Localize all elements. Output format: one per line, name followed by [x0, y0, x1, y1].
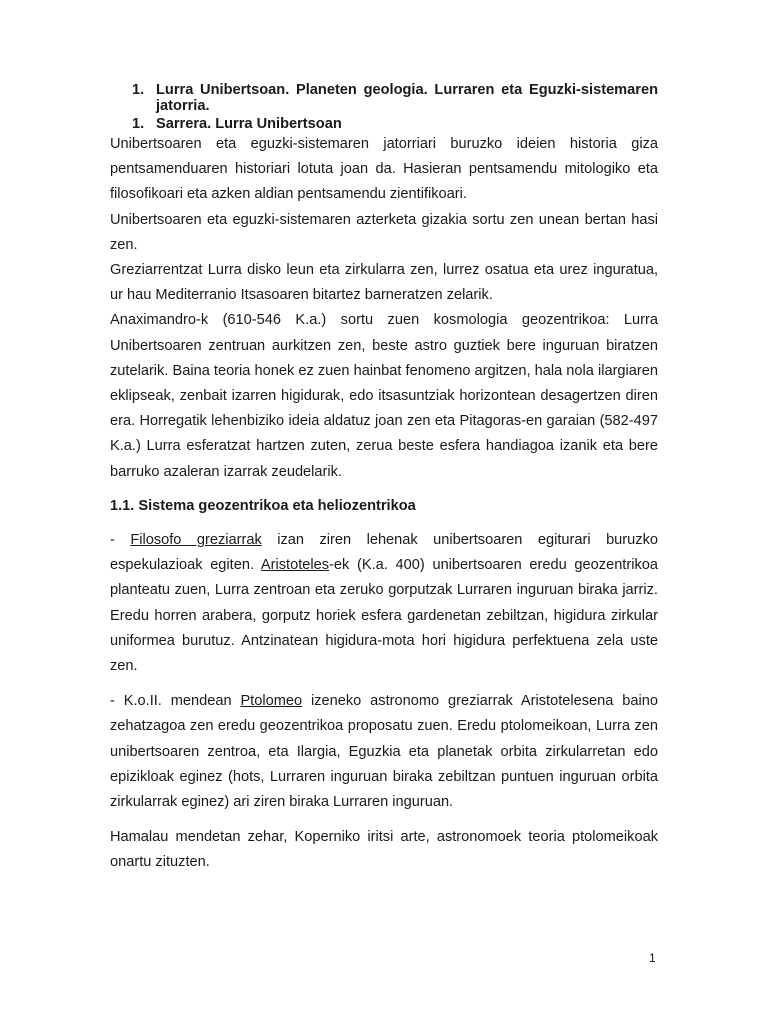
- page-content: [110, 82, 658, 876]
- link-aristotle[interactable]: Aristoteles: [260, 557, 330, 574]
- subsection-heading: 1.1. Sistema geozentrikoa eta heliozentrikoa: [110, 497, 416, 514]
- text-span: izan ziren lehenak unibertsoaren egiturari buruzko espekulazioak egiten.: [110, 532, 658, 574]
- chapter-title: Lurra Unibertsoan. Planeten geologia. Lurraren eta Eguzki-sistemaren jatorria.: [156, 82, 658, 114]
- section-heading-intro: [132, 116, 658, 132]
- chapter-heading: [132, 82, 658, 114]
- link-ptolemy[interactable]: Ptolomeo: [240, 693, 303, 710]
- paragraph-greek-philosophers: [110, 528, 658, 679]
- intro-paragraph-1: Unibertsoaren eta eguzki-sistemaren jatorriari buruzko ideien historia giza pentsamenduaren historiari lotuta joan da. Hasieran pentsamendu mitologiko eta filosofikoari eta azken aldian pentsamendu zientifikoari.: [110, 136, 658, 203]
- chapter-number: 1.: [132, 82, 145, 98]
- paragraph-ptolemy: [110, 689, 658, 815]
- text-span: izeneko astronomo greziarrak Aristotelesena baino zehatzagoa zen eredu geozentrikoa proposatu zuen. Eredu ptolomeikoan, Lurra zen unibertsoaren zentroa, eta Ilargia, Eguzkia eta planetak orbita zirkularretan edo epizikloak eginez (hots, Lurraren inguruan biraka zebiltzan puntuen inguruan orbita zirkularrak eginez) ari ziren biraka Lurraren inguruan.: [110, 693, 658, 811]
- paragraph-copernicus: Hamalau mendetan zehar, Koperniko iritsi arte, astronomoek teoria ptolomeikoak onartu zituzten.: [110, 829, 658, 871]
- link-greek-philosophers[interactable]: Filosofo greziarrak: [130, 532, 262, 549]
- page-number: 1: [649, 951, 656, 965]
- intro-paragraph-3: Greziarrentzat Lurra disko leun eta zirkularra zen, lurrez osatua eta urez inguratua, ur hau Mediterranio Itsasoaren bitartez barneratzen zelarik.: [110, 262, 658, 304]
- text-span: -ek (K.a. 400) unibertsoaren eredu geozentrikoa planteatu zuen, Lurra zentroan eta zeruko gorputzak Lurraren inguruan biraka jarriz. Eredu horren arabera, gorputz horiek esfera gardenetan zebiltzan, higidura zirkular uniformea burutuz. Antzinatean higidura-mota hori higidura perfektuena zela uste zen.: [110, 557, 658, 675]
- section-number: 1.: [132, 116, 145, 132]
- text-span: - K.o.II. mendean: [110, 693, 241, 710]
- intro-paragraph-4: Anaximandro-k (610-546 K.a.) sortu zuen kosmologia geozentrikoa: Lurra Unibertsoaren zentruan aurkitzen zen, beste astro guztiek bere inguruan biratzen zutelarik. Baina teoria honek ez zuen hainbat fenomeno argitzen, hala nola ilargiaren eklipseak, zenbait izarren higidurak, edo itsasuntziak horizontean desagertzen diren era. Horregatik lehenbiziko ideia aldatuz joan zen eta Pitagoras-en garaian (582-497 K.a.) Lurra esferatzat hartzen zuten, zerua beste esfera handiagoa izanik eta bere barruko azaleran izarrak zeudelarik.: [110, 312, 658, 480]
- intro-paragraph-2: Unibertsoaren eta eguzki-sistemaren azterketa gizakia sortu zen unean bertan hasi zen.: [110, 211, 658, 253]
- section-title: Sarrera. Lurra Unibertsoan: [156, 116, 342, 132]
- text-span: -: [110, 532, 131, 549]
